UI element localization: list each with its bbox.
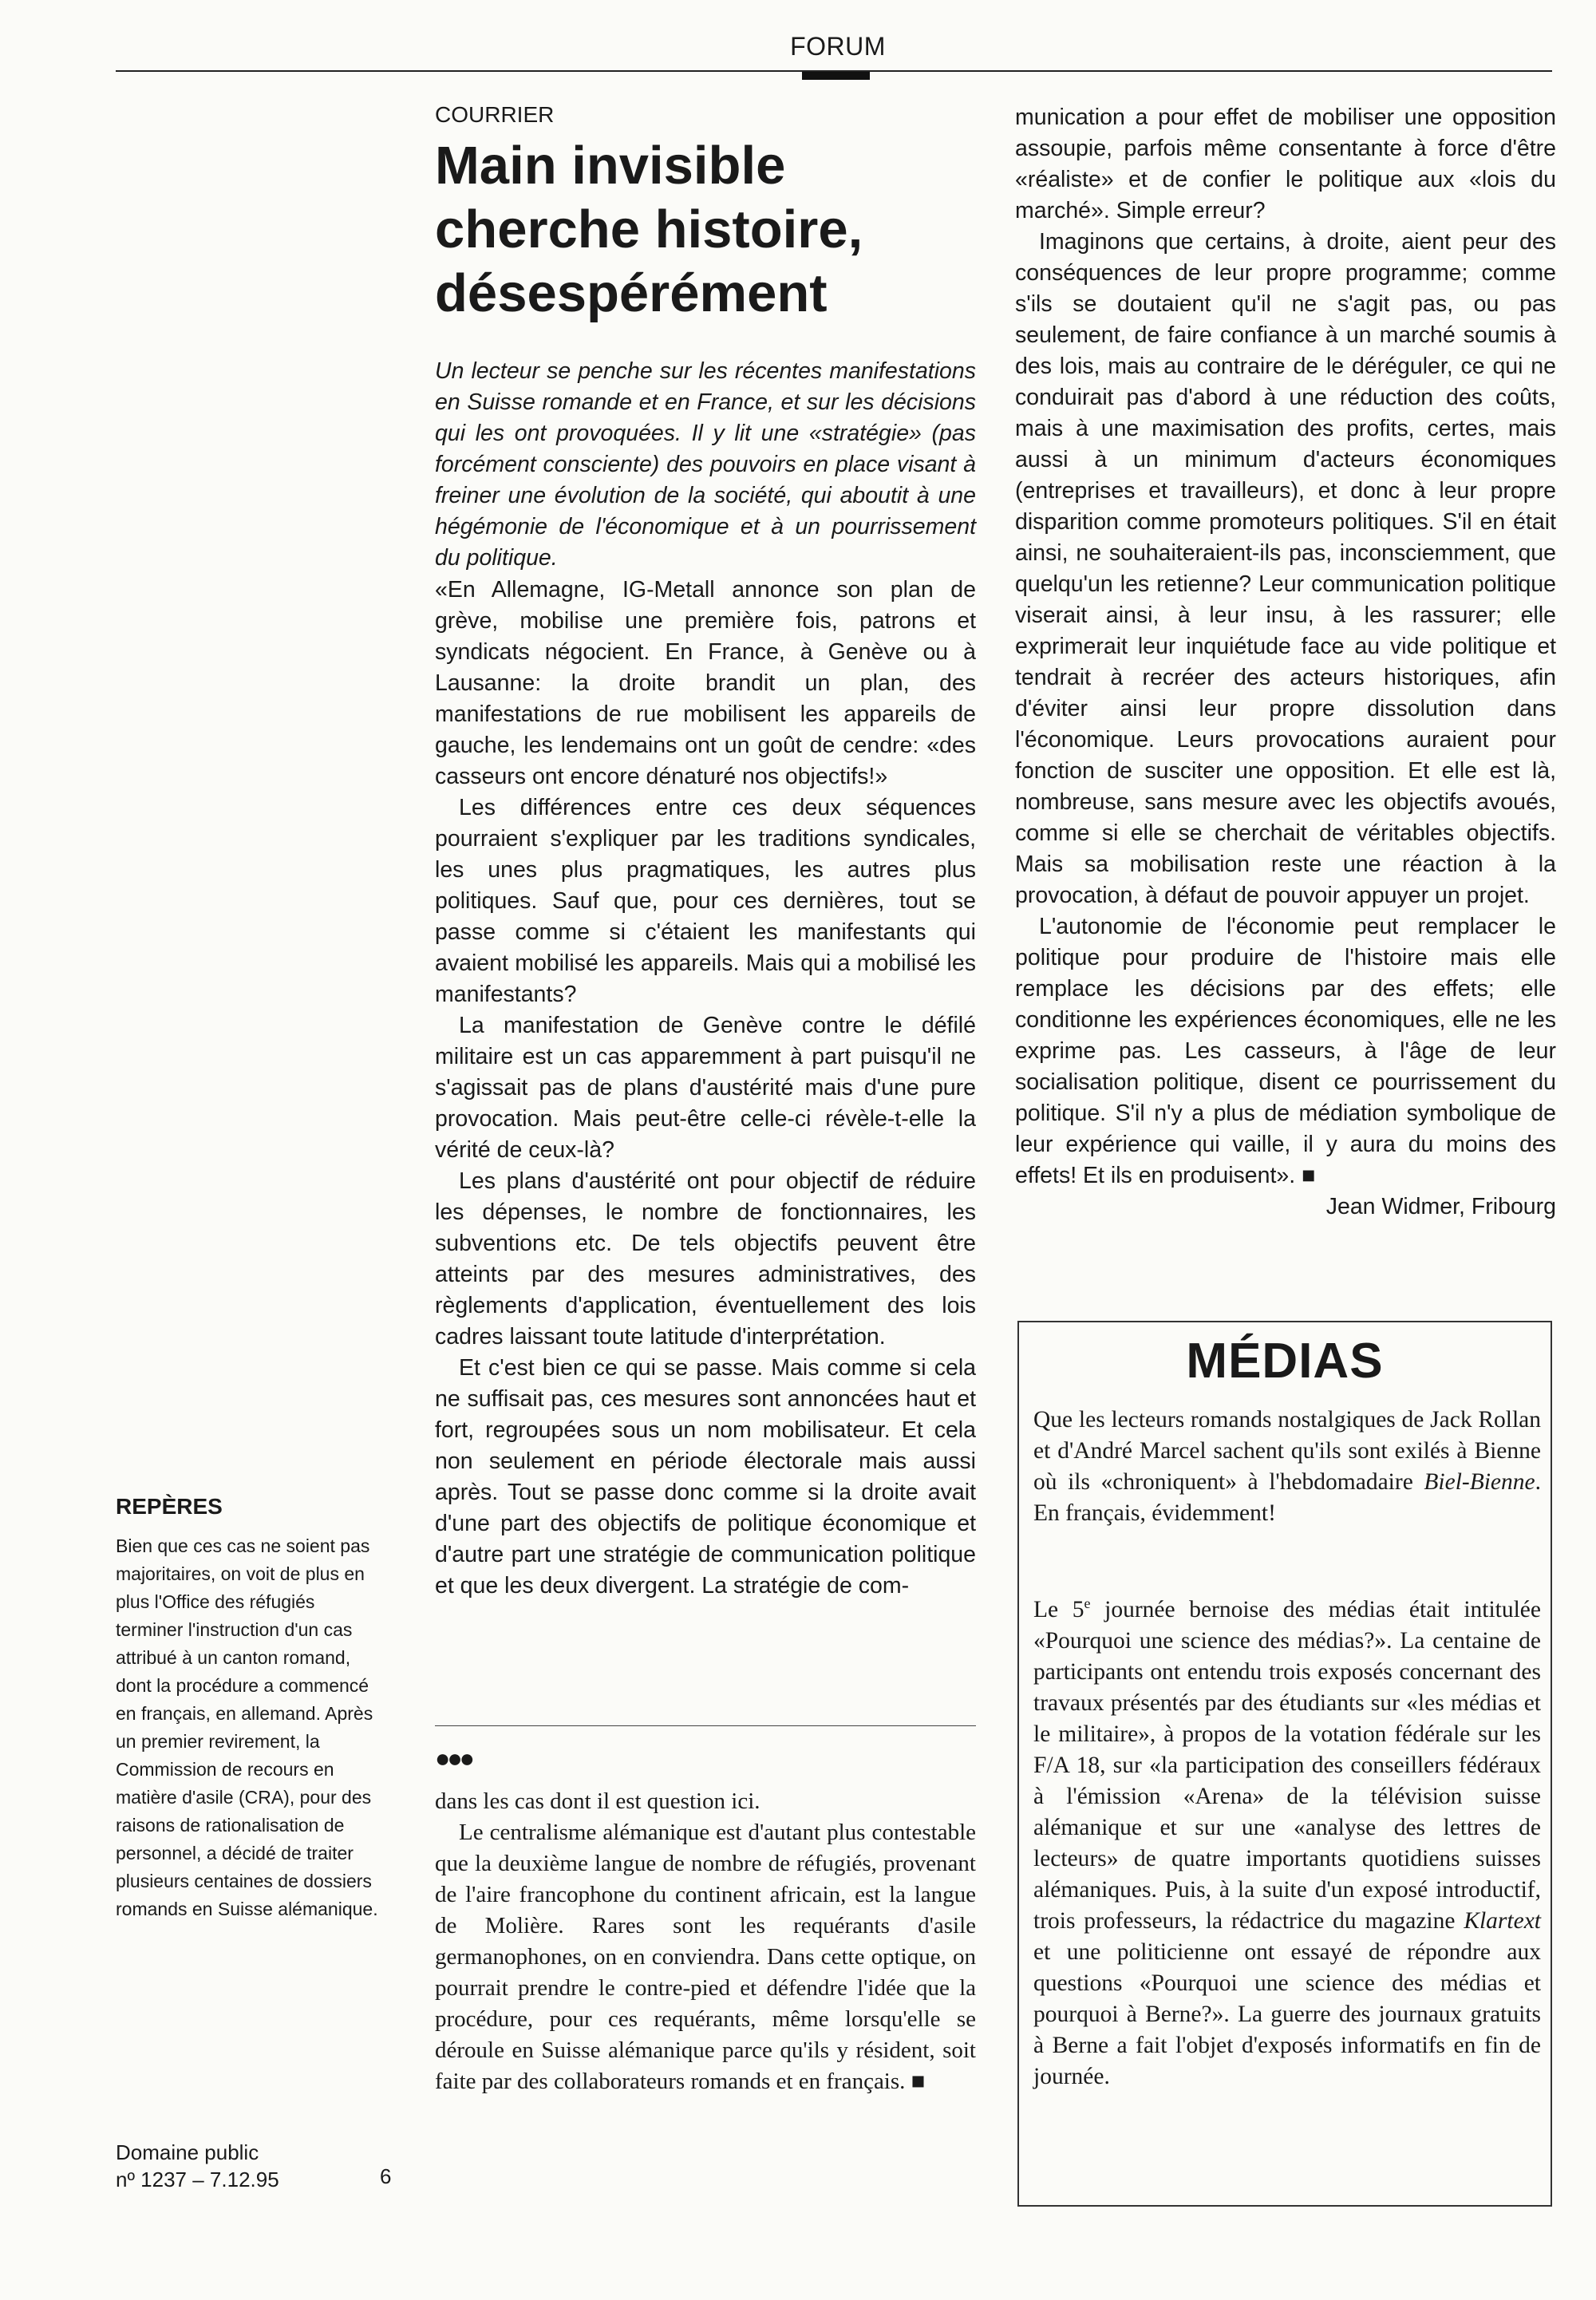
medias-text: Que les lecteurs romands nostalgiques de Jack Rollan et d'André Marcel sachent qu'ils sont exilés à Bienne où ils «chroniquent» à l'hebdomadaire — [1033, 1407, 1541, 1495]
continuation-marker: ●●● — [435, 1744, 472, 1772]
article-lead — [435, 356, 976, 574]
ordinal-suffix: e — [1084, 1595, 1091, 1611]
body-paragraph: L'autonomie de l'économie peut remplacer le politique pour produire de l'histoire mais elle remplace les décisions par des effets; elle conditionne les expériences économiques, elle ne les exprime pas. Les casseurs, à l'âge de leur socialisation politique, disent ce pourrissement du politique. S'il n'y a plus de médiation symbolique de leur expérience qui vaille, il y aura du moins des effets! Et ils en produisent». ■ — [1015, 914, 1556, 1188]
medias-magazine-name: Klartext — [1464, 1907, 1541, 1934]
medias-paragraph-1 — [1033, 1405, 1541, 1529]
medias-paragraph-2 — [1033, 1588, 1541, 2093]
medias-text: Le 5 — [1033, 1596, 1084, 1622]
article-column-2 — [435, 575, 976, 1602]
reperes-title: REPÈRES — [116, 1494, 223, 1519]
body-paragraph: munication a pour effet de mobiliser une opposition assoupie, parfois même consentante à force d'être «réaliste» et de confier le politique aux «lois du marché». Simple erreur? — [1015, 105, 1556, 223]
body-paragraph: Les plans d'austérité ont pour objectif de réduire les dépenses, le nombre de fonctionnaires, les subventions etc. De tels objectifs peuvent être atteints par des mesures administratives, des règlements d'application, éventuellement des lois cadres laissant toute latitude d'interprétation. — [435, 1168, 976, 1350]
page-number: 6 — [380, 2164, 392, 2188]
medias-title: MÉDIAS — [1186, 1334, 1384, 1389]
body-paragraph: Et c'est bien ce qui se passe. Mais comme si cela ne suffisait pas, ces mesures sont annoncées haut et fort, regroupées sous un nom mobilisateur. Et cela non seulement en période électorale mais aussi après. Tout se passe donc comme si la droite avait d'une part des objectifs de politique économique et d'autre part une stratégie de communication politique et que les deux divergent. La stratégie de com- — [435, 1355, 976, 1599]
continued-paragraph: dans les cas dont il est question ici. — [435, 1788, 760, 1814]
article-kicker: COURRIER — [435, 102, 555, 127]
header-rule-tab — [802, 72, 870, 80]
medias-text: et une politicienne ont essayé de répondre aux questions «Pourquoi une science des médias et pourquoi à Berne?». La guerre des journaux gratuits à Berne a fait l'objet d'exposés informatifs en fin de journée. — [1033, 1938, 1541, 2089]
body-paragraph: Les différences entre ces deux séquences pourraient s'expliquer par les traditions syndicales, les unes plus pragmatiques, les autres plus politiques. Sauf que, pour ces dernières, tout se passe comme si c'étaient les manifestants qui avaient mobilisé les appareils. Mais qui a mobilisé les manifestants? — [435, 795, 976, 1007]
article-signature: Jean Widmer, Fribourg — [1325, 1194, 1556, 1219]
column-divider — [435, 1725, 976, 1726]
medias-text: . En français, évidemment! — [1033, 1469, 1541, 1526]
publication-name: Domaine public — [116, 2140, 259, 2164]
article-headline: Main invisible cherche histoire, désespérément — [435, 136, 863, 323]
body-paragraph: Imaginons que certains, à droite, aient peur des conséquences de leur propre programme; comme s'ils se doutaient qu'il ne s'agit pas, ou pas seulement, de faire confiance à un marché soumis à des lois, mais au contraire de le déréguler, ce qui ne conduirait pas d'abord à une réduction des coûts, mais à une maximisation des profits, certes, mais aussi à un minimum d'acteurs économiques (entreprises et travailleurs), et donc à leur propre disparition comme promoteurs politiques. S'il en était ainsi, ne souhaiteraient-ils pas, inconsciemment, que quelqu'un les retienne? Leur communication politique viserait ainsi, à leur insu, à les rassurer; elle exprimerait leur inquiétude face au vide politique et tendrait à recréer des acteurs historiques, afin d'éviter ainsi leur propre dissolution dans l'économique. Leurs provocations auraient pour fonction de susciter une opposition. Et elle est là, nombreuse, sans mesure avec les objectifs avoués, comme si elle se cherchait de véritables objectifs. Mais sa mobilisation reste une réaction à la provocation, à défaut de pouvoir appuyer un projet. — [1015, 229, 1556, 908]
continued-paragraph: Le centralisme alémanique est d'autant plus contestable que la deuxième langue de nombre de réfugiés, provenant de l'aire francophone du continent africain, est la langue de Molière. Rares sont les requérants d'asile germanophones, on en conviendra. Dans cette optique, on pourrait prendre le contre-pied et défendre l'idée que la procédure, pour ces requérants, même lorsqu'elle se déroule en Suisse alémanique parce qu'ils y résident, soit faite par des collaborateurs romands et en français. ■ — [435, 1820, 976, 2094]
medias-publication-name: Biel-Bienne — [1424, 1469, 1535, 1495]
section-label: FORUM — [790, 32, 886, 61]
reperes-body: Bien que ces cas ne soient pas majoritaires, on voit de plus en plus l'Office des réfugiés terminer l'instruction d'un cas attribué à un canton romand, dont la procédure a commencé en français, en allemand. Après un premier revirement, la Commission de recours en matière d'asile (CRA), pour des raisons de rationalisation de personnel, a décidé de traiter plusieurs centaines de dossiers romands en Suisse alémanique. — [116, 1535, 378, 1919]
body-paragraph: La manifestation de Genève contre le défilé militaire est un cas apparemment à part puisqu'il ne s'agissait pas de plans d'austérité mais d'une pure provocation. Mais peut-être celle-ci révèle-t-elle la vérité de ceux-là? — [435, 1013, 976, 1163]
body-paragraph: «En Allemagne, IG-Metall annonce son plan de grève, mobilise une première fois, patrons et syndicats négocient. En France, à Genève ou à Lausanne: la droite brandit un plan, des manifestations de rue mobilisent les appareils de gauche, les lendemains ont un goût de cendre: «des casseurs ont encore dénaturé nos objectifs!» — [435, 577, 976, 789]
lead-paragraph: Un lecteur se penche sur les récentes manifestations en Suisse romande et en France, et sur les décisions qui les ont provoquées. Il y lit une «stratégie» (pas forcément consciente) des pouvoirs en place visant à freiner une évolution de la société, qui aboutit à une hégémonie de l'économique et à un pourrissement du politique. — [435, 358, 976, 571]
footer-publication — [116, 2139, 279, 2193]
continued-article — [435, 1786, 976, 2097]
article-column-3 — [1015, 102, 1556, 1223]
medias-text: journée bernoise des médias était intitulée «Pourquoi une science des médias?». La centaine de participants ont entendu trois exposés concernant des travaux présentés par des étudiants sur «les médias et le militaire», à propos de la votation fédérale sur les F/A 18, sur «la participation des conseillers fédéraux à l'émission «Arena» de la télévision suisse alémanique et sur une «analyse des lettres de lecteurs» de quatre importants quotidiens suisses alémaniques. Puis, à la suite d'un exposé introductif, trois professeurs, la rédactrice du magazine — [1033, 1596, 1541, 1934]
issue-number: nº 1237 – 7.12.95 — [116, 2168, 279, 2191]
